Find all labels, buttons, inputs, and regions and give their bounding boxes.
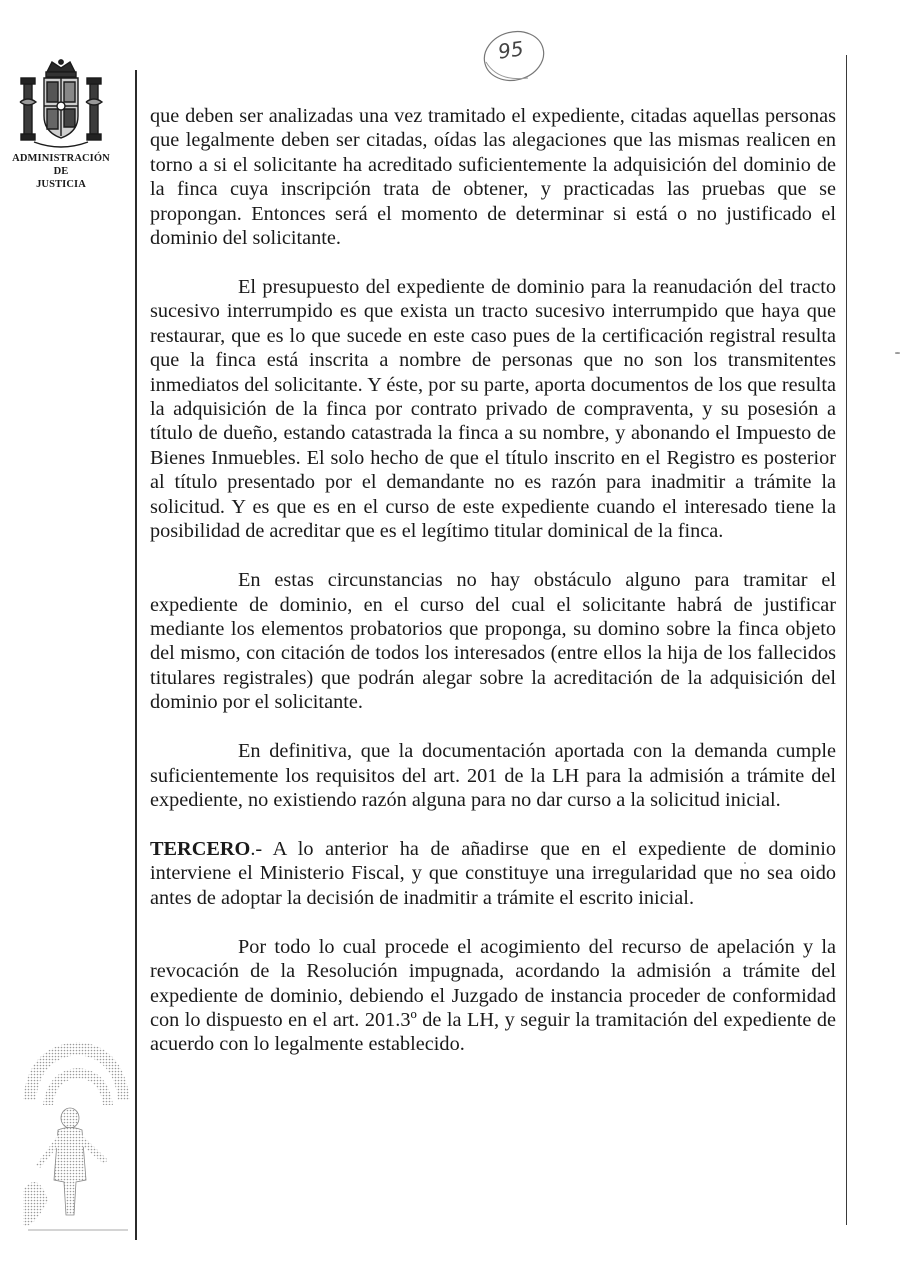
spain-coat-of-arms-icon [14,58,109,153]
tercero-text: .- A lo anterior ha de añadirse que en el expediente de dominio interviene el Ministerio Fiscal, y que constituye una irregularidad que no sea oido antes de adoptar la decisión de inadmitir a trámite el escrito inicial. [150,837,836,909]
paragraph: En definitiva, que la documentación aportada con la demanda cumple suficientemente los requisitos del art. 201 de la LH para la admisión a trámite del expediente, no existiendo razón alguna para no dar curso a la solicitud inicial. [150,740,836,811]
closing-paragraph: Por todo lo cual procede el acogimiento del recurso de apelación y la revocación de la Resolución impugnada, acordando la admisión a trámite del expediente de dominio, debiendo el Juzgado de instancia proceder de conformidad con lo dispuesto en el art. 201.3º de la LH, y seguir la tramitación del expediente de acuerdo con lo legalmente establecido. [150,935,836,1056]
folio-number: 95 [496,36,525,64]
tercero-heading: TERCERO [150,837,251,860]
paragraph: que deben ser analizadas una vez tramitado el expediente, citadas aquellas personas que legalmente deben ser citadas, oídas las alegaciones que las mismas realicen en torno a si el solicitante ha acreditado suficientemente la adquisición del dominio de la finca cuya inscripción trata de obtener, y practicadas las pruebas que se propongan. Entonces será el momento de determinar si está o no justificado el dominio del solicitante. [150,105,836,250]
tercero-paragraph [150,837,836,910]
left-margin-rule [135,70,137,1240]
document-body [150,104,836,1081]
agency-line-3: JUSTICIA [36,179,86,190]
junta-de-andalucia-emblem-icon [18,1040,133,1235]
paragraph: En estas circunstancias no hay obstáculo alguno para tramitar el expediente de dominio, en el curso del cual el solicitante habrá de justificar mediante los elementos probatorios que proponga, su domino sobre la finca objeto del mismo, con citación de todos los interesados (entre ellos la hija de los fallecidos titulares registrales) que podrán alegar sobre la acreditación de la adquisición del dominio por el solicitante. [150,569,836,714]
paragraph: El presupuesto del expediente de dominio para la reanudación del tracto sucesivo interrumpido es que exista un tracto sucesivo interrumpido que haya que restaurar, que es lo que sucede en este caso pues de la certificación registral resulta que la finca está inscrita a nombre de personas que no son los transmitentes inmediatos del solicitante. Y éste, por su parte, aporta documentos de los que resulta la adquisición de la finca por contrato privado de compraventa, y su posesión a título de dueño, estando catastrada la finca a su nombre, y abonando el Impuesto de Bienes Inmuebles. El solo hecho de que el título inscrito en el Registro es posterior al título presentado por el demandante no es razón para inadmitir a trámite la solicitud. Y es que es en el curso de este expediente cuando el interesado tiene la posibilidad de acreditar que es el legítimo titular dominical de la finca. [150,276,836,543]
agency-line-1: ADMINISTRACIÓN [12,153,110,164]
agency-line-2: DE [53,166,69,177]
right-margin-rule [846,55,847,1225]
agency-name [0,152,122,191]
